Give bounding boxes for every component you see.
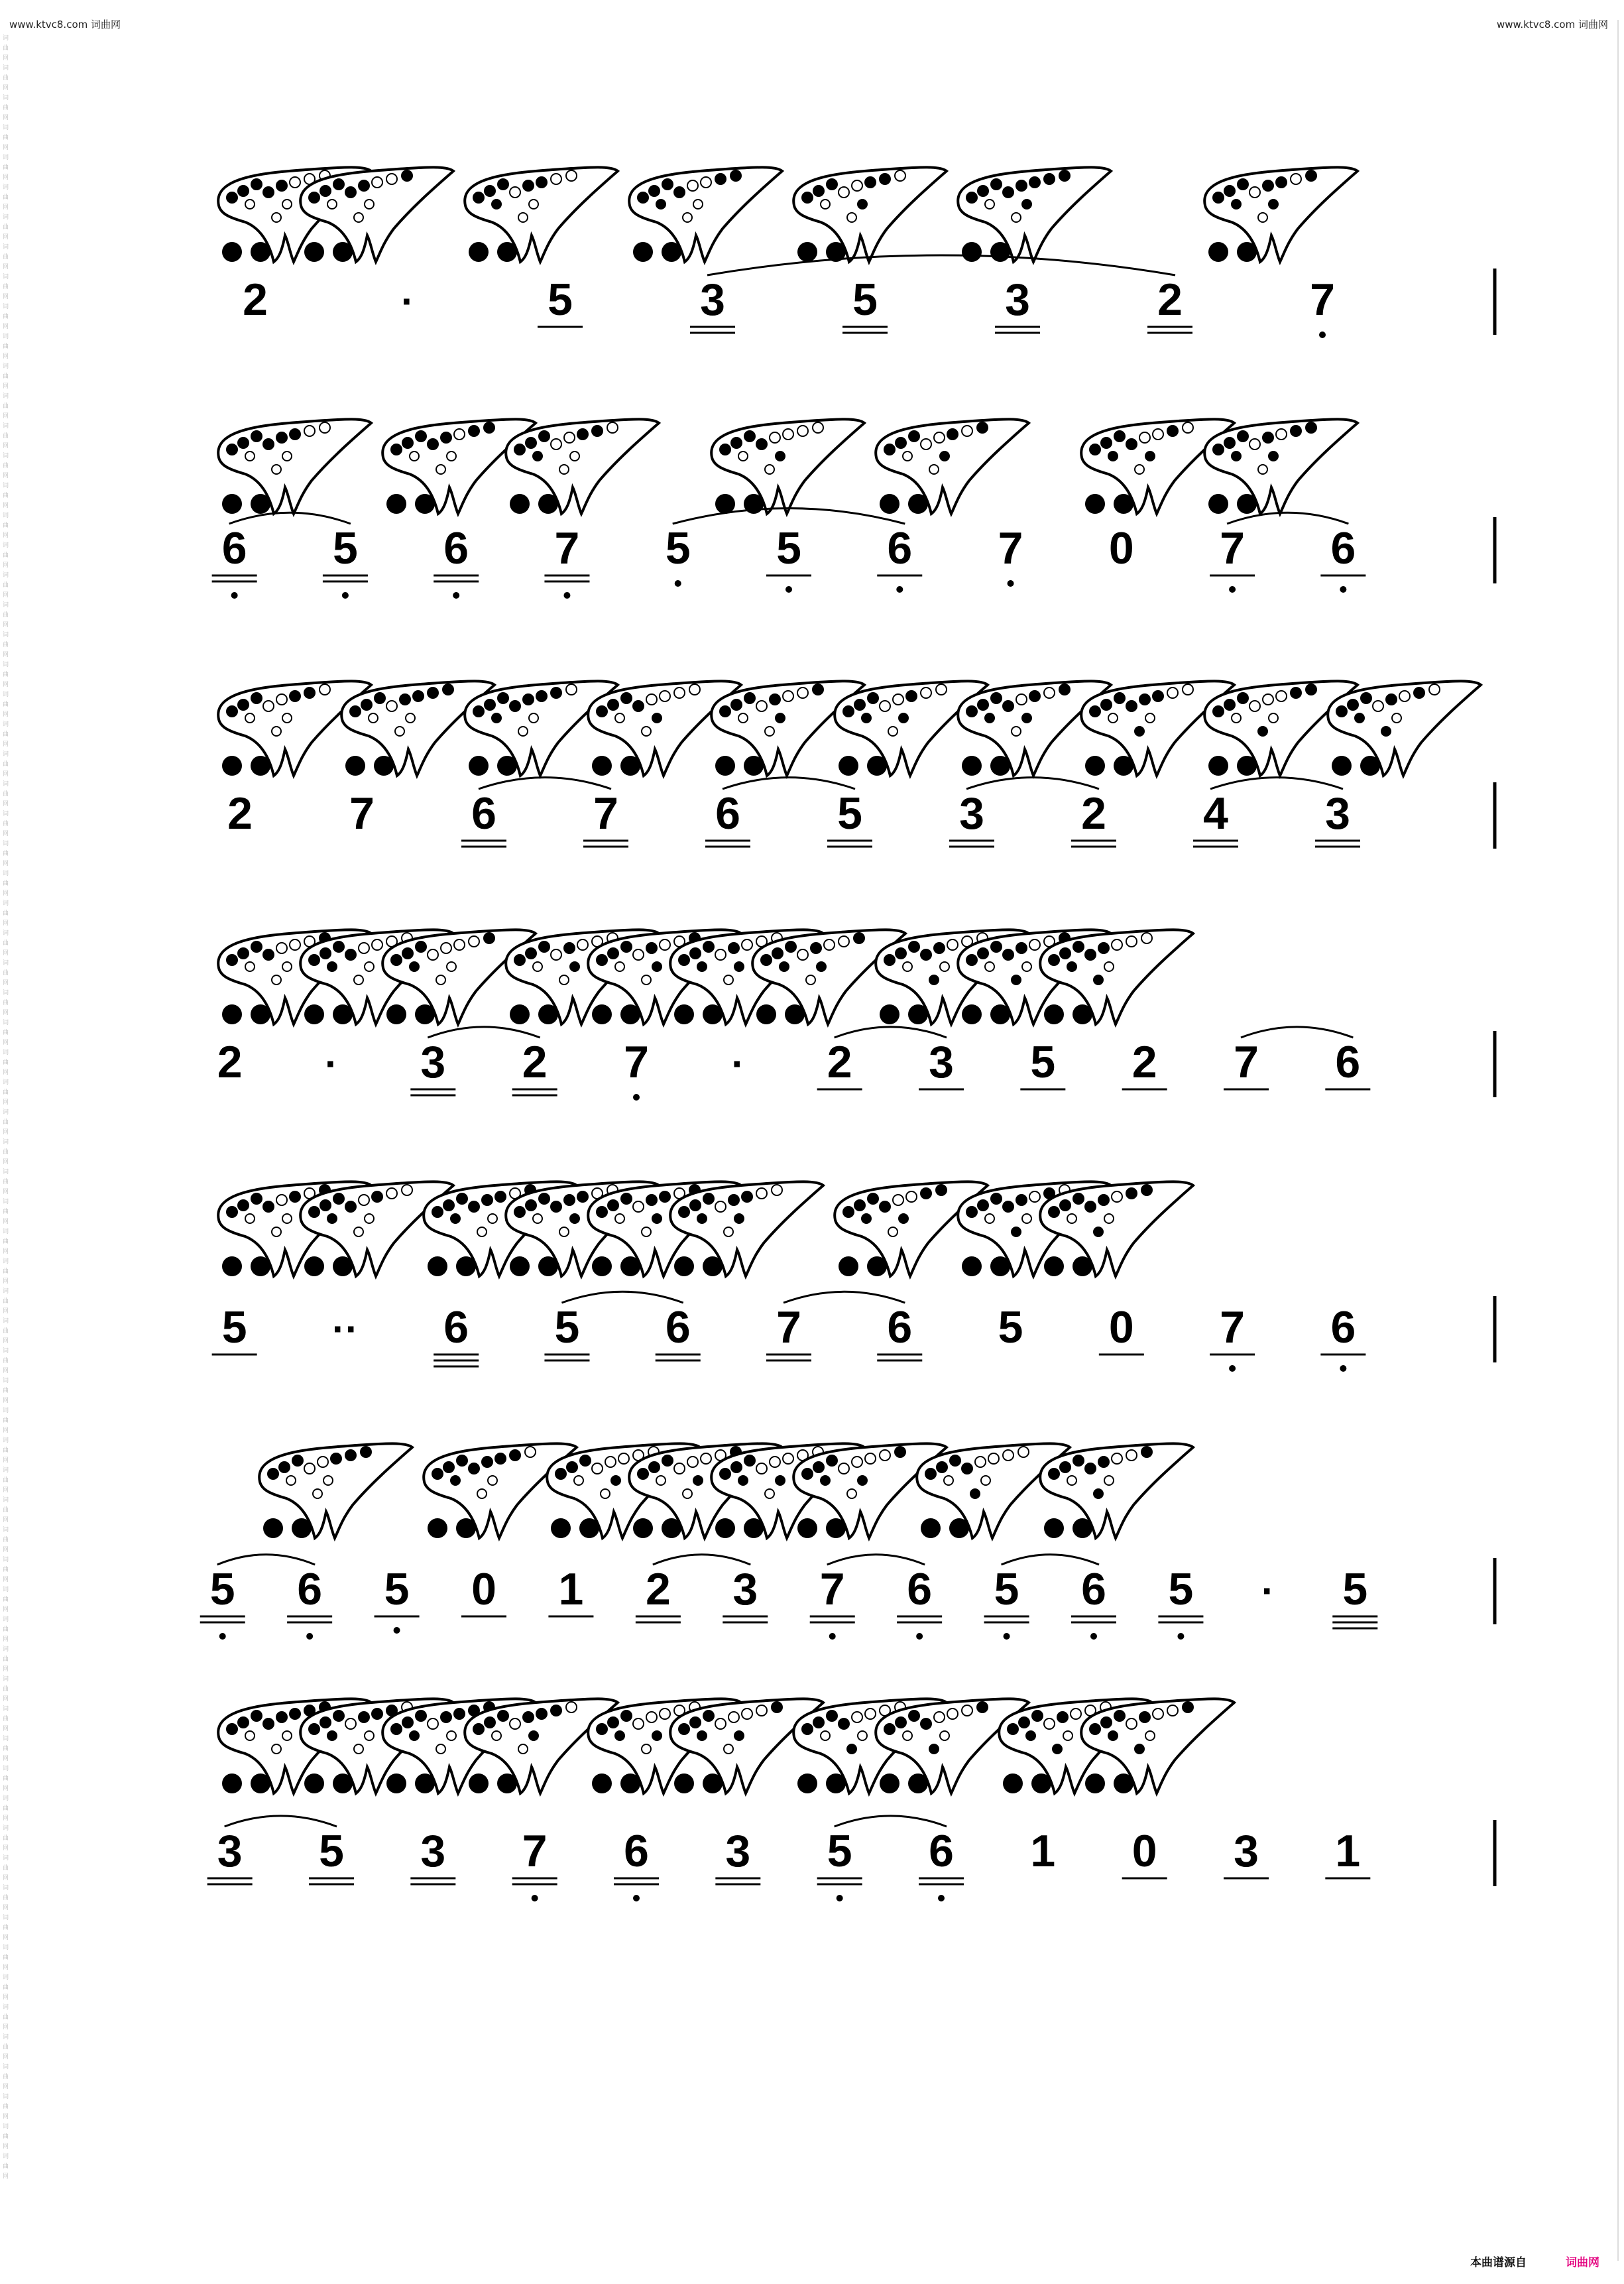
jianpu-note: 5	[665, 523, 691, 573]
jianpu-note: 5	[852, 274, 878, 325]
jianpu-note: 5	[332, 523, 358, 573]
low-octave-dot	[532, 1895, 538, 1901]
jianpu-note: 6	[929, 1826, 954, 1876]
ocarina-fingering-icon	[300, 167, 453, 262]
low-octave-dot	[633, 1094, 640, 1101]
slur	[653, 1555, 750, 1565]
ocarina-fingering-icon	[958, 167, 1111, 262]
jianpu-note: 5	[209, 1564, 235, 1614]
slur	[428, 1027, 540, 1038]
jianpu-note: 7	[593, 788, 618, 839]
jianpu-note: 0	[1108, 523, 1134, 573]
jianpu-note: 7	[819, 1564, 845, 1614]
ocarina-fingering-icon	[793, 167, 947, 262]
jianpu-note: 4	[1203, 788, 1228, 839]
jianpu-note: 6	[1335, 1037, 1361, 1087]
low-octave-dot	[231, 592, 238, 599]
jianpu-note: 2	[645, 1564, 671, 1614]
ocarina-fingering-icon	[1328, 681, 1481, 776]
jianpu-note: 2	[1157, 274, 1183, 325]
low-octave-dot	[938, 1895, 945, 1901]
ocarina-fingering-icon	[1040, 930, 1193, 1024]
jianpu-note: 5	[776, 523, 801, 573]
slur	[1241, 1027, 1353, 1038]
jianpu-note: 3	[959, 788, 984, 839]
low-octave-dot	[306, 1633, 313, 1640]
jianpu-note: 0	[1131, 1826, 1157, 1876]
jianpu-note: 3	[725, 1826, 751, 1876]
jianpu-note: 6	[443, 523, 469, 573]
jianpu-note: 0	[1108, 1302, 1134, 1352]
jianpu-note: 0	[471, 1564, 496, 1614]
ocarina-fingering-icon	[1081, 1699, 1234, 1793]
jianpu-note: ·	[325, 1042, 338, 1086]
jianpu-note: ·	[731, 1042, 745, 1086]
jianpu-note: 2	[827, 1037, 852, 1087]
header-right: www.ktvc8.com 词曲网	[1496, 19, 1608, 30]
jianpu-note: 5	[1342, 1564, 1368, 1614]
slur	[827, 1555, 925, 1565]
jianpu-note: 7	[1220, 1302, 1246, 1352]
jianpu-note: 3	[420, 1826, 446, 1876]
jianpu-note: 5	[221, 1302, 247, 1352]
low-octave-dot	[633, 1895, 640, 1901]
jianpu-note: 7	[776, 1302, 801, 1352]
jianpu-note: 6	[665, 1302, 691, 1352]
slur	[723, 778, 855, 789]
footer-site-label: 词曲网	[1566, 2256, 1599, 2269]
jianpu-note: 5	[998, 1302, 1023, 1352]
low-octave-dot	[342, 592, 349, 599]
slur	[783, 1292, 905, 1303]
ocarina-fingering-icon	[218, 419, 371, 514]
low-octave-dot	[1177, 1633, 1184, 1640]
low-octave-dot	[1340, 586, 1346, 593]
jianpu-note: 6	[1330, 523, 1356, 573]
jianpu-note: 5	[384, 1564, 410, 1614]
jianpu-note: 7	[1234, 1037, 1259, 1087]
jianpu-note: 2	[522, 1037, 548, 1087]
footer-source-label: 本曲谱源自	[1470, 2256, 1527, 2269]
jianpu-note: 1	[1335, 1826, 1361, 1876]
jianpu-note: 6	[1081, 1564, 1106, 1614]
ocarina-fingering-icon	[1040, 1181, 1193, 1276]
ocarina-fingering-icon	[1040, 1443, 1193, 1538]
ocarina-fingering-icon	[1204, 167, 1358, 262]
slur	[835, 1816, 947, 1827]
low-octave-dot	[1004, 1633, 1010, 1640]
jianpu-note: 6	[624, 1826, 649, 1876]
ocarina-fingering-icon	[670, 1181, 823, 1276]
jianpu-note: 1	[558, 1564, 584, 1614]
jianpu-note: 1	[1030, 1826, 1056, 1876]
low-octave-dot	[896, 586, 903, 593]
jianpu-note: 5	[1168, 1564, 1194, 1614]
jianpu-note: 6	[443, 1302, 469, 1352]
slur	[217, 1555, 315, 1565]
slur	[1227, 512, 1348, 524]
jianpu-note: 3	[700, 274, 725, 325]
jianpu-note: 5	[994, 1564, 1019, 1614]
jianpu-note: 7	[998, 523, 1023, 573]
jianpu-note: 5	[837, 788, 862, 839]
jianpu-note: 6	[887, 523, 913, 573]
header-left: www.ktvc8.com 词曲网	[9, 19, 121, 30]
jianpu-note: 2	[243, 274, 268, 325]
jianpu-note: ·	[401, 279, 414, 324]
low-octave-dot	[1229, 586, 1236, 593]
slur	[707, 255, 1175, 275]
jianpu-note: 7	[522, 1826, 548, 1876]
jianpu-note: 3	[1325, 788, 1350, 839]
jianpu-note: 3	[217, 1826, 243, 1876]
low-octave-dot	[829, 1633, 836, 1640]
low-octave-dot	[1229, 1365, 1236, 1372]
low-octave-dot	[1319, 331, 1326, 338]
jianpu-note: ·	[1261, 1569, 1275, 1613]
jianpu-note: 3	[420, 1037, 446, 1087]
ocarina-fingering-icon	[465, 167, 618, 262]
slur	[561, 1292, 683, 1303]
ocarina-fingering-icon	[711, 419, 864, 514]
jianpu-note: 5	[319, 1826, 344, 1876]
low-octave-dot	[1008, 580, 1014, 587]
slur	[835, 1027, 947, 1038]
low-octave-dot	[1090, 1633, 1097, 1640]
jianpu-note: 7	[1220, 523, 1246, 573]
slur	[229, 512, 351, 524]
jianpu-note: 2	[217, 1037, 243, 1087]
jianpu-note: 6	[715, 788, 740, 839]
jianpu-note: 5	[548, 274, 573, 325]
low-octave-dot	[1340, 1365, 1346, 1372]
jianpu-note: 6	[221, 523, 247, 573]
ocarina-fingering-icon	[259, 1443, 412, 1538]
jianpu-note: 3	[732, 1564, 758, 1614]
low-octave-dot	[453, 592, 459, 599]
jianpu-note: 7	[1310, 274, 1335, 325]
jianpu-note: 6	[471, 788, 496, 839]
jianpu-note: 5	[1030, 1037, 1056, 1087]
margin-watermark: 词曲网词曲网词曲网词曲网词曲网词曲网词曲网词曲网词曲网词曲网词曲网词曲网词曲网词曲网词曲网词曲网词曲网词曲网词曲网词曲网词曲网词曲网词曲网词曲网词曲网词曲网词曲网词曲网词曲网词曲网词曲网词曲网词曲网词曲网词曲网词曲网词曲网词曲网词曲网词曲网词曲网词曲网词曲网词曲网词曲网词曲网词曲网词曲网词曲网词曲网词曲网词曲网词曲网词曲网词曲网词曲网词曲网词曲网词曲网词曲网词曲网词曲网词曲网词曲网词曲网词曲网词曲网词曲网词曲网词曲网词曲网词曲网	[3, 34, 9, 2179]
low-octave-dot	[675, 580, 681, 587]
jianpu-note: 5	[827, 1826, 852, 1876]
jianpu-note: 7	[554, 523, 580, 573]
jianpu-note: 6	[887, 1302, 913, 1352]
ocarina-fingering-icon	[629, 167, 782, 262]
jianpu-note: 3	[929, 1037, 954, 1087]
slur	[1210, 778, 1343, 789]
slur	[1002, 1555, 1099, 1565]
low-octave-dot	[785, 586, 792, 593]
slur	[479, 778, 611, 789]
jianpu-note: 6	[1330, 1302, 1356, 1352]
ocarina-fingering-icon	[876, 419, 1029, 514]
jianpu-note: 3	[1005, 274, 1030, 325]
low-octave-dot	[394, 1627, 400, 1634]
jianpu-note: 3	[1234, 1826, 1259, 1876]
ocarina-fingering-icon	[1204, 419, 1358, 514]
low-octave-dot	[837, 1895, 843, 1901]
slur	[966, 778, 1099, 789]
jianpu-note: ··	[331, 1307, 359, 1351]
low-octave-dot	[563, 592, 570, 599]
ocarina-fingering-icon	[506, 419, 659, 514]
jianpu-note: 7	[349, 788, 375, 839]
jianpu-note: 6	[907, 1564, 933, 1614]
jianpu-note: 5	[554, 1302, 580, 1352]
jianpu-note: 2	[227, 788, 253, 839]
slur	[225, 1816, 337, 1827]
jianpu-note: 6	[297, 1564, 323, 1614]
low-octave-dot	[916, 1633, 923, 1640]
jianpu-note: 7	[624, 1037, 649, 1087]
low-octave-dot	[219, 1633, 226, 1640]
jianpu-note: 2	[1131, 1037, 1157, 1087]
jianpu-note: 2	[1081, 788, 1106, 839]
